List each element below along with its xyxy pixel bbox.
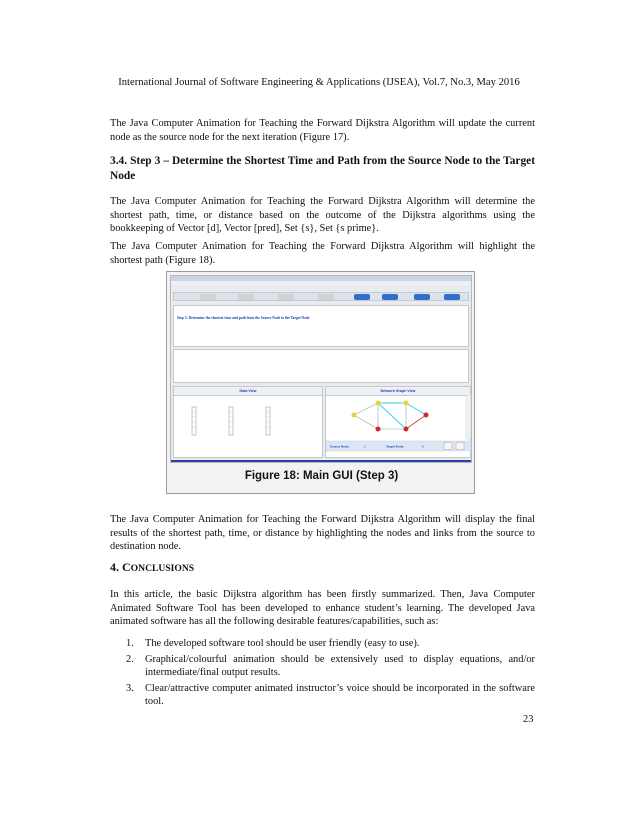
step-description-box [173,305,469,347]
graph-node [376,401,381,406]
section-number: 4. [110,560,119,574]
list-item [110,682,535,709]
gui-screenshot [170,275,472,463]
list-item-number: 3. [126,682,134,694]
status-bar [171,460,471,463]
list-item [110,637,535,651]
toolbar-button [382,294,398,300]
figure-18 [166,271,475,494]
zoom-in-icon [444,443,452,450]
graph-node [424,413,429,418]
target-node-label: Target Node: [386,444,405,449]
paragraph-4: The Java Computer Animation for Teaching the Forward Dijkstra Algorithm will display the final results of the shortest path, time, or distance by highlighting the nodes and links from the source to destination node. [110,514,535,553]
toolbar-button [238,294,254,300]
zoom-out-icon [456,443,464,450]
list-item-text: The developed software tool should be user friendly (easy to use). [145,638,420,649]
graph-node [404,427,409,432]
toolbar [173,292,469,301]
graph-scrollbar [466,395,471,439]
page-number: 23 [523,714,534,725]
paragraph-3: The Java Computer Animation for Teaching the Forward Dijkstra Algorithm will highlight the shortest path (Figure 18). [110,241,535,266]
source-node-value: 1 [364,444,366,449]
list-item [110,653,535,680]
section-4-heading [110,560,194,575]
step-title: Step 3: Determine the shortest time and path from the Source Node to the Target Node [177,316,310,320]
journal-header: International Journal of Software Engineering & Applications (IJSEA), Vol.7, No.3, May 2016 [118,77,520,88]
section-title-initial: C [122,560,131,574]
graph-node [352,413,357,418]
network-graph-panel [325,386,471,458]
toolbar-button [414,294,430,300]
list-item-text: Graphical/colourful animation should be extensively used to display equations, and/or intermediate/final output results. [145,653,535,679]
paragraph-2: The Java Computer Animation for Teaching the Forward Dijkstra Algorithm will determine the shortest path, time, or distance based on the outcome of the Dijkstra algorithms using the bookkeeping of Vector [d], Vector [pred], Set {s}, Set {s prime}. [110,196,535,235]
toolbar-button [444,294,460,300]
toolbar-button [278,294,294,300]
section-title-rest: ONCLUSIONS [130,563,195,574]
figure-caption: Figure 18: Main GUI (Step 3) [244,470,399,482]
source-node-label: Source Node: [330,444,350,449]
menu-bar [171,281,471,285]
toolbar-button [354,294,370,300]
data-view-vectors [174,395,324,459]
toolbar-button [318,294,334,300]
graph-node [376,427,381,432]
list-item-number: 1. [126,638,134,649]
paragraph-1: The Java Computer Animation for Teaching the Forward Dijkstra Algorithm will update the current node as the source node for the next iteration (Figure 17). [110,118,535,143]
list-item-number: 2. [126,653,134,665]
info-text-box [173,349,469,383]
data-view-label: Data View [174,387,322,396]
section-3-4-heading: 3.4. Step 3 – Determine the Shortest Time and Path from the Source Node to the Target Node [110,155,535,182]
feature-list [110,637,535,711]
graph-view-label: Network Graph View [326,387,470,396]
paragraph-5: In this article, the basic Dijkstra algorithm has been firstly summarized. Then, Java Computer Animated Software Tool has been developed to enhance student’s learning. The developed Java animated software has all the following desirable features/capabilities, such as: [110,589,535,628]
target-node-value: 6 [422,444,424,449]
data-view-panel [173,386,323,458]
graph-node [404,401,409,406]
network-graph [326,395,472,459]
toolbar-button [200,294,216,300]
list-item-text: Clear/attractive computer animated instructor’s voice should be incorporated in the software tool. [145,682,535,708]
